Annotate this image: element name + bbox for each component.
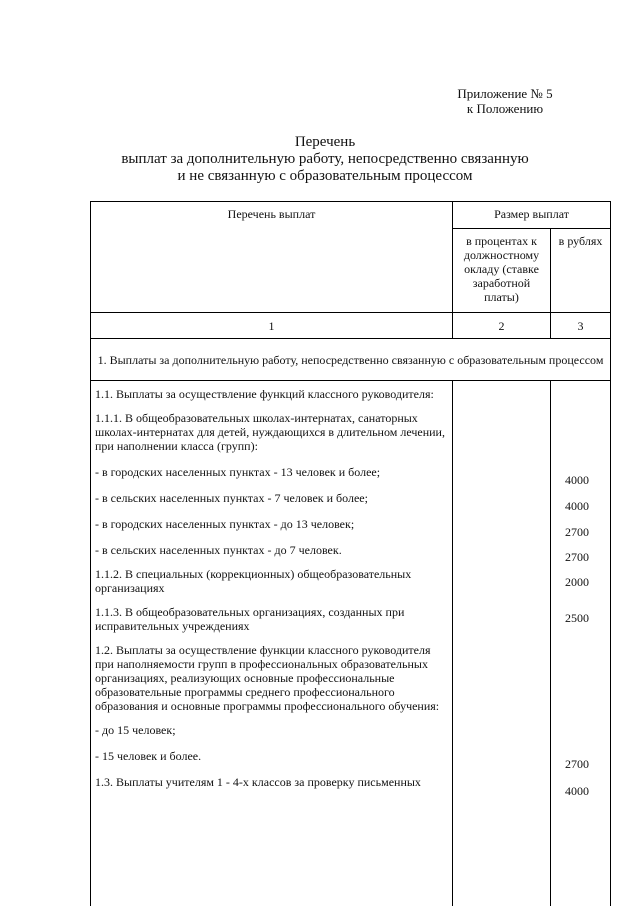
appendix-regulation: к Положению	[466, 101, 544, 116]
percent-values-cell	[453, 381, 551, 906]
item-1-2: 1.2. Выплаты за осуществление функции классного руководителя при наполняемости групп в профессиональных образовательных организациях, реализующих основные профессиональные образовательные программы среднего профессионального образования и основные программы профессионального обучения:	[95, 643, 440, 713]
column-number-3: 3	[551, 313, 611, 339]
value-1-1-3: 2500	[565, 611, 590, 625]
document-title	[90, 134, 560, 185]
item-1-1-3: 1.1.3. В общеобразовательных организациях, созданных при исправительных учреждениях	[95, 605, 405, 633]
payment-items-cell	[91, 381, 453, 906]
value-rural-under-7: 2700	[565, 550, 590, 564]
item-rural-7-plus: - в сельских населенных пунктах - 7 человек и более;	[95, 491, 368, 505]
body-row	[91, 381, 611, 906]
section-1-heading: 1. Выплаты за дополнительную работу, непосредственно связанную с образовательным процессом	[91, 339, 611, 381]
payments-table	[90, 201, 611, 906]
appendix-number: Приложение № 5	[457, 86, 553, 101]
value-1-1-2: 2000	[565, 575, 590, 589]
value-urban-13-plus: 4000	[565, 473, 590, 487]
item-urban-under-13: - в городских населенных пунктах - до 13 человек;	[95, 517, 355, 531]
item-1-3: 1.3. Выплаты учителям 1 - 4-х классов за проверку письменных	[95, 775, 421, 789]
item-urban-13-plus: - в городских населенных пунктах - 13 человек и более;	[95, 465, 381, 479]
title-line-1: Перечень	[294, 134, 356, 150]
value-under-15: 2700	[565, 757, 590, 771]
header-row-1	[91, 202, 611, 229]
item-rural-under-7: - в сельских населенных пунктах - до 7 человек.	[95, 543, 342, 557]
value-rural-7-plus: 4000	[565, 499, 590, 513]
column-number-1: 1	[91, 313, 453, 339]
item-under-15: - до 15 человек;	[95, 723, 176, 737]
ruble-values	[555, 389, 606, 829]
header-percent: в процентах к должностному окладу (ставке заработной платы)	[453, 229, 551, 313]
ruble-values-cell	[551, 381, 611, 906]
appendix-reference	[420, 86, 590, 116]
header-payment-list: Перечень выплат	[91, 202, 453, 313]
item-1-1: 1.1. Выплаты за осуществление функций классного руководителя:	[95, 387, 434, 401]
item-15-plus: - 15 человек и более.	[95, 749, 202, 763]
item-1-1-1: 1.1.1. В общеобразовательных школах-интернатах, санаторных школах-интернатах для детей, нуждающихся в длительном лечении, при наполнении класса (групп):	[95, 411, 445, 453]
column-number-2: 2	[453, 313, 551, 339]
title-line-3: и не связанную с образовательным процессом	[177, 168, 473, 184]
column-number-row	[91, 313, 611, 339]
header-rubles: в рублях	[551, 229, 611, 313]
section-row	[91, 339, 611, 381]
item-1-1-2: 1.1.2. В специальных (коррекционных) общеобразовательных организациях	[95, 567, 412, 595]
title-line-2: выплат за дополнительную работу, непосредственно связанную	[121, 151, 529, 167]
value-urban-under-13: 2700	[565, 525, 590, 539]
value-15-plus: 4000	[565, 784, 590, 798]
header-payment-size: Размер выплат	[453, 202, 611, 229]
